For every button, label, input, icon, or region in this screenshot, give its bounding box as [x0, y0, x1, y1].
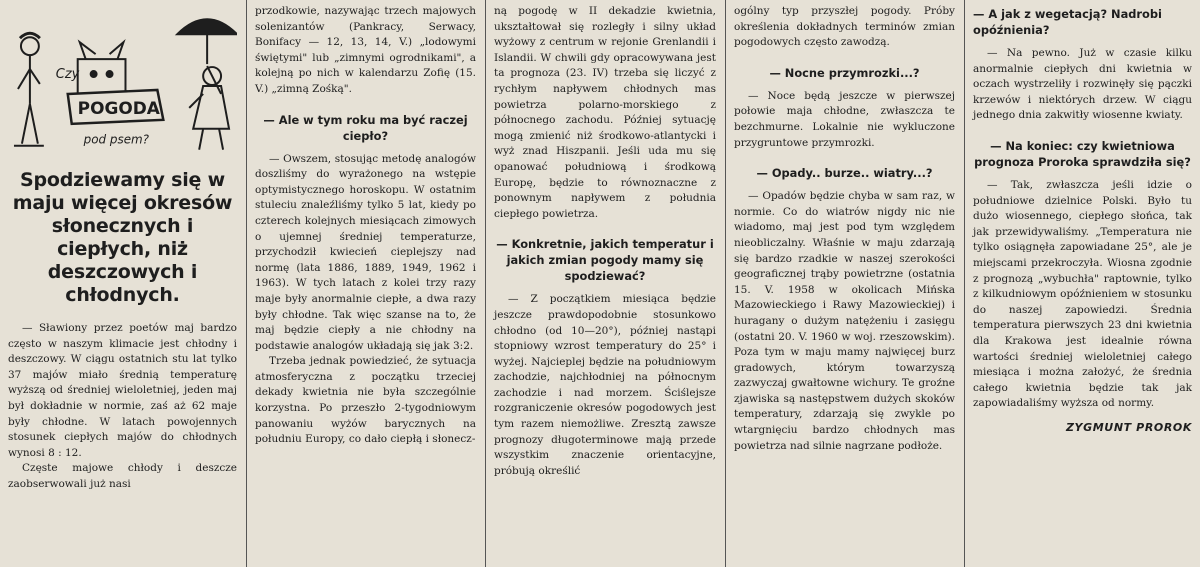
- cartoon-text-pogoda: POGODA: [77, 97, 160, 118]
- paragraph: — Z początkiem miesiąca będzie jeszcze prawdopodobnie stosunkowo chłodno (od 10—20°), później nastąpi stopniowy wzrost temperatury do 25° i wyżej. Najcieplej będzie na południowym zachodzie, najchłodniej na północnym zachodzie i nad morzem. Ściślejsze rozgraniczenie okresów pogodowych jest tym razem niemożliwe. Zresztą zawsze prognozy długoterminowe mają przede wszystkim znaczenie orientacyjne, próbują określić: [494, 293, 716, 477]
- paragraph: Trzeba jednak powiedzieć, że sytuacja atmosferyczna z początku trzeciej dekady kwietnia nie była szczególnie korzystna. Po przeszło 2-tygodniowym panowaniu wyżów barycznych na południu Europy, co dało ciepłą i słonecz-: [255, 355, 476, 446]
- column-5: [965, 0, 1200, 567]
- paragraph: — Owszem, stosując metodę analogów doszliśmy do wyrażonego na wstępie optymistycznego horoskopu. W ostatnim stuleciu znaleźliśmy tylko 5 lat, kiedy po czterech kolejnych miesiącach zimowych o ujemnej średniej temperaturze, przychodził kwiecień cieplejszy nad normę (lata 1886, 1889, 1949, 1962 i 1963). W tych latach z kolei trzy razy maje były anormalnie ciepłe, a dwa razy były chłodne. Tak więc szanse na to, że maj będzie ciepły a nie chłodny na podstawie analogów układają się jak 3:2.: [255, 152, 476, 352]
- paragraph: — Opadów będzie chyba w sam raz, w normie. Co do wiatrów nigdy nic nie wiadomo, maj jest pod tym względem nieobliczalny. Właśnie w maju zdarzają się bardzo rzadkie w naszej szerokości geograficznej trąby powietrzne (ostatnia 15. V. 1958 w okolicach Mińska Mazowieckiego i Rawy Mazowieckiej) i huragany o dużym natężeniu i zasięgu (ostatni 20. V. 1960 w woj. rzeszowskim). Poza tym w maju mamy najwięcej burz gradowych, którym towarzyszą zazwyczaj gwałtowne wichury. Te groźne zjawiska są następstwem dużych skoków temperatury, zdarzają się zwykle po wtargnięciu bardzo chłodnych mas powietrza nad silnie nagrzane podłoże.: [734, 190, 955, 452]
- interview-question: — Opady.. burze.. wiatry...?: [756, 166, 933, 181]
- author-signature: ZYGMUNT PROROK: [1065, 420, 1192, 434]
- paragraph: Częste majowe chłody i deszcze zaobserwowali już nasi: [8, 462, 237, 490]
- column-2: [247, 0, 484, 567]
- paragraph: — Noce będą jeszcze w pierwszej połowie maja chłodne, zwłaszcza te bezchmurne. Lokalnie nie wykluczone przygruntowe przymrozki.: [734, 89, 955, 149]
- interview-question: — A jak z wegetacją? Nadrobi opóźnienia?: [973, 7, 1162, 37]
- paragraph: przodkowie, nazywając trzech majowych solenizantów (Pankracy, Serwacy, Bonifacy — 12, 13, 14, V.) „lodowymi świętymi" lub „zimnymi ogrodnikami", a kolejną po nich w kalendarzu Zofię (15. V.) „zimną Zośką".: [255, 5, 476, 95]
- paragraph: — Sławiony przez poetów maj bardzo często w naszym klimacie jest chłodny i deszczowy. W ciągu ostatnich stu lat tylko 37 majów miało średnią temperaturę wyższą od średniej wieloletniej, jeden maj był dokładnie w normie, zaś aż 62 maje były chłodne. W latach powojennych stosunek ciepłych majów do chłodnych wynosi 8 : 12.: [8, 322, 237, 459]
- article-headline: Spodziewamy się w maju więcej okresów słonecznych i ciepłych, niż deszczowych i chłodnych.: [12, 169, 233, 306]
- interview-question: — Ale w tym roku ma być raczej ciepło?: [263, 112, 468, 143]
- interview-question: — Na koniec: czy kwietniowa prognoza Proroka sprawdziła się?: [974, 138, 1191, 169]
- column-3: [486, 0, 724, 567]
- column-4: [726, 0, 963, 567]
- cartoon-illustration: [8, 4, 237, 159]
- paragraph: — Tak, zwłaszcza jeśli idzie o południowe dzielnice Polski. Było tu dużo wiosennego, ciepłego słońca, tak jak przewidywaliśmy. „Temperatura nie tylko osiągnęła zapowiadane 25°, ale je miejscami przekroczyła. Wiosna zgodnie z prognozą „wybuchła" raptownie, tylko z kilkudniowym opóźnieniem w stosunku do naszej zapowiedzi. Średnia temperatura pierwszych 23 dni kwietnia dla Krakowa jest idealnie równa wartości średniej wieloletniej całego miesiąca i można założyć, że średnia całego kwietnia będzie tak jak zapowiadaliśmy wyższa od normy.: [973, 178, 1192, 410]
- paragraph: ną pogodę w II dekadzie kwietnia, ukształtował się rozległy i silny układ wyżowy z centrum w rejonie Grenlandii i Islandii. W chwili gdy opracowywana jest ta prognoza (23. IV) trzeba się liczyć z rychłym napływem chłodnych mas powietrza polarno-morskiego z północnego zachodu. Później sytuację mogą zmienić niż środkowo-atlantycki i wyż znad Hiszpanii. Jeśli uda mu się opanować południową i środkową Europę, będzie to równoznaczne z ponownym napływem z południa ciepłego powietrza.: [494, 5, 716, 220]
- cartoon-text-pod-psem: pod psem?: [83, 132, 150, 147]
- cartoon-text-czy: Czy: [55, 67, 80, 83]
- interview-question: — Nocne przymrozki...?: [769, 65, 920, 80]
- paragraph: ogólny typ przyszłej pogody. Próby określenia dokładnych terminów zmian pogodowych często zawodzą.: [734, 5, 955, 49]
- column-1: [0, 0, 245, 567]
- paragraph: — Na pewno. Już w czasie kilku anormalnie ciepłych dni kwietnia w oczach wystrzeliły i rozwinęły się pączki krzewów i niektórych drzew. W ciągu jednego dnia zakwitły wiosenne kwiaty.: [973, 47, 1192, 122]
- interview-question: — Konkretnie, jakich temperatur i jakich zmian pogody mamy się spodziewać?: [496, 237, 714, 284]
